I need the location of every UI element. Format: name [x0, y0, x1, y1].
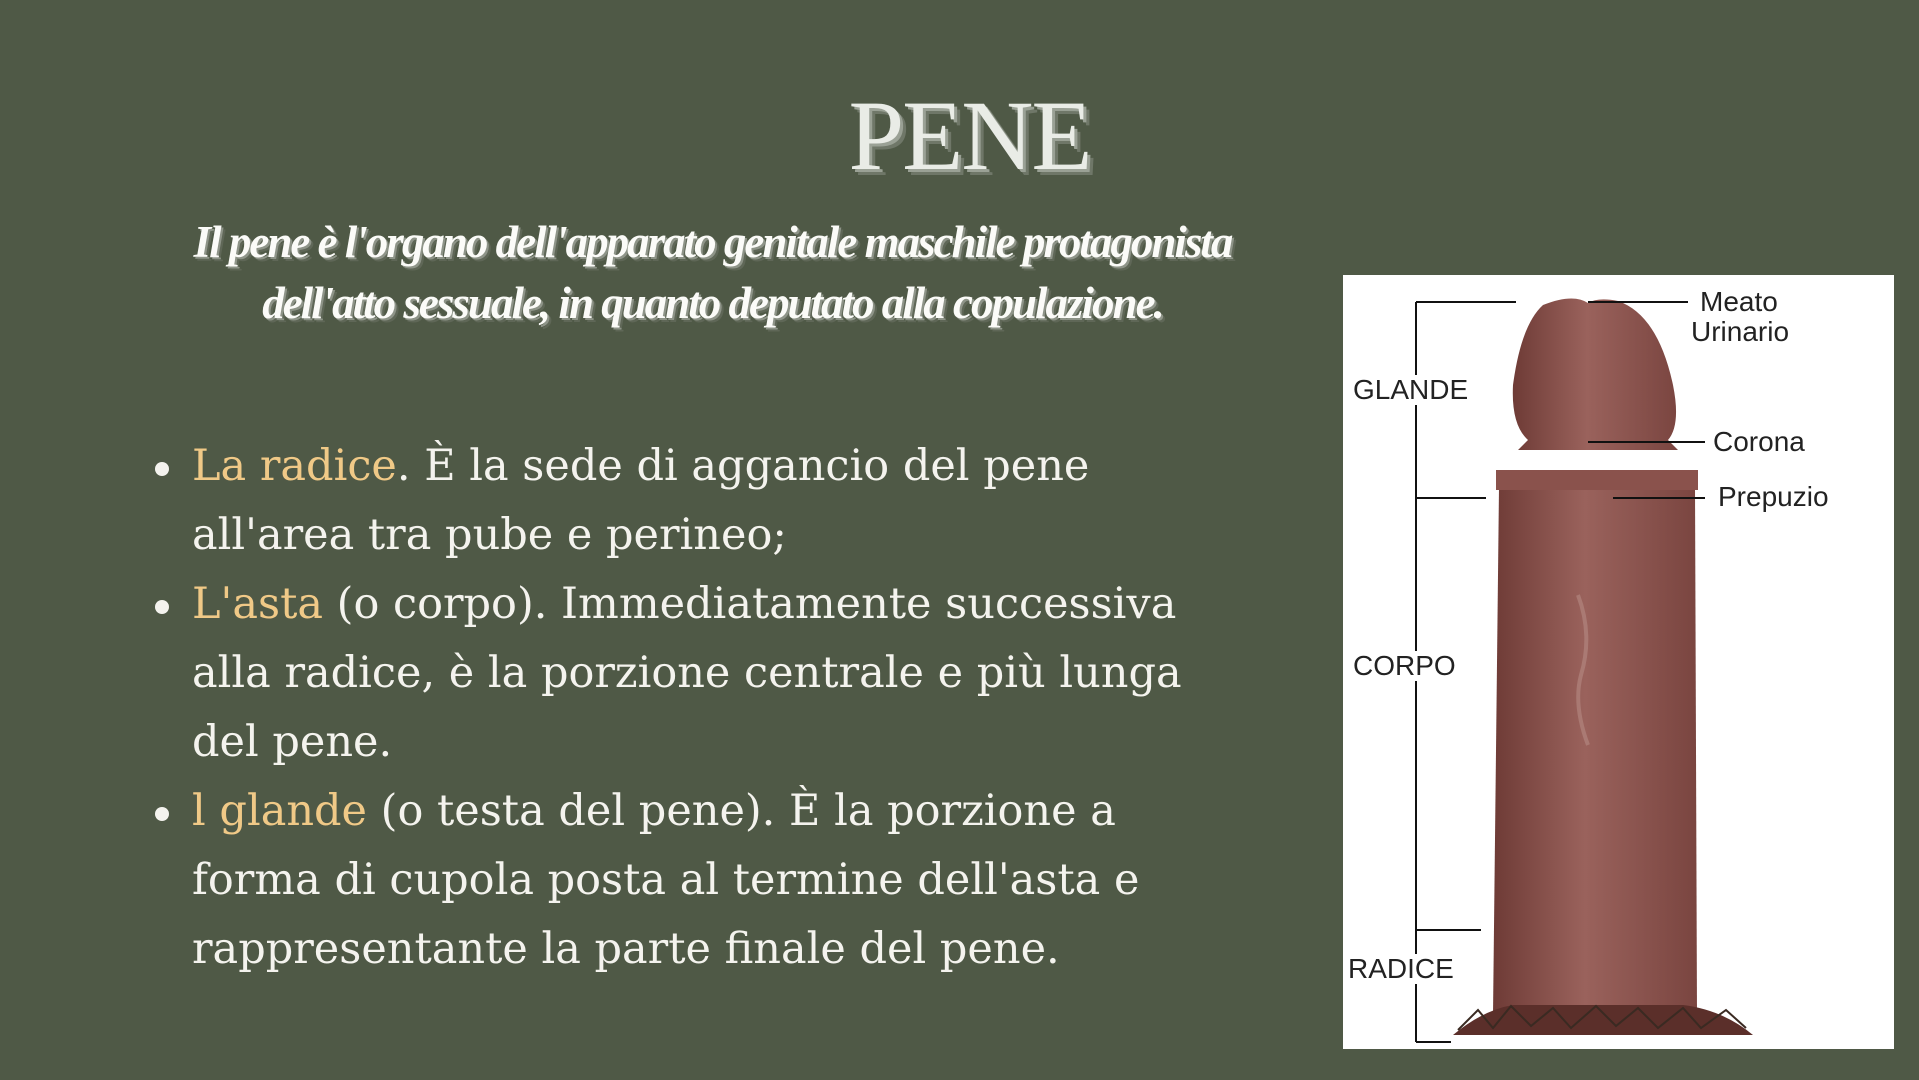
- prepuce-ring: [1496, 470, 1698, 490]
- label-urinario: Urinario: [1691, 316, 1790, 347]
- label-glande: GLANDE: [1353, 374, 1469, 405]
- slide-subtitle: Il pene è l'organo dell'apparato genitale maschile protagonista dell'atto sessuale, in quanto deputato alla copulazione.: [193, 217, 1232, 328]
- bullet-list: [150, 432, 1200, 984]
- bullet-item-asta: [150, 570, 1200, 777]
- label-corona: Corona: [1713, 426, 1805, 457]
- anatomy-diagram: [1343, 275, 1894, 1049]
- label-prepuzio: Prepuzio: [1718, 481, 1829, 512]
- bullet-item-radice: [150, 432, 1200, 570]
- bullet-text: . È la sede di aggancio del pene all'area tra pube e perineo;: [192, 441, 1090, 560]
- bullet-highlight: l glande: [192, 786, 368, 836]
- bullet-text: (o testa del pene). È la porzione a forma di cupola posta al termine dell'asta e rappresentante la parte finale del pene.: [192, 786, 1140, 974]
- bullet-highlight: La radice: [192, 441, 397, 491]
- base-shape: [1453, 1005, 1753, 1035]
- label-meato: Meato: [1700, 286, 1778, 317]
- bullet-highlight: L'asta: [192, 579, 323, 629]
- label-radice: RADICE: [1348, 953, 1454, 984]
- bullet-item-glande: [150, 777, 1200, 984]
- shaft-shape: [1493, 487, 1697, 1015]
- glans-shape: [1513, 298, 1678, 450]
- slide-title: PENE: [848, 80, 1091, 191]
- bullet-text: (o corpo). Immediatamente successiva alla radice, è la porzione centrale e più lunga del pene.: [192, 579, 1182, 767]
- label-corpo: CORPO: [1353, 650, 1456, 681]
